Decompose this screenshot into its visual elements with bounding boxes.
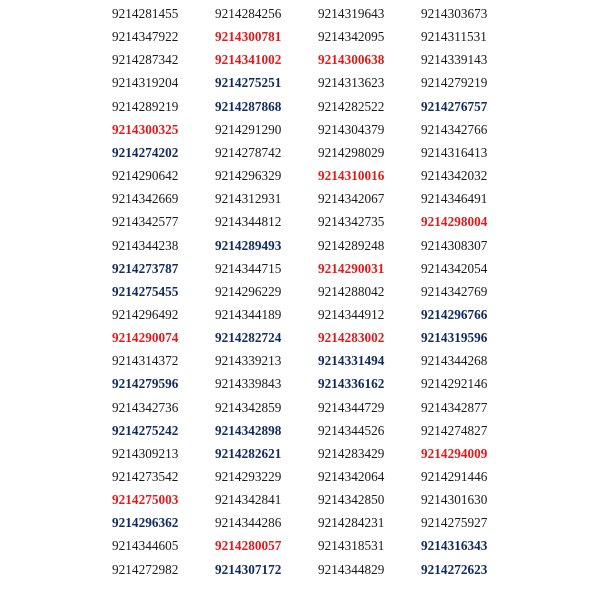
phone-number: 9214339143 (421, 52, 488, 68)
phone-number: 9214342735 (318, 214, 385, 230)
phone-number: 9214272982 (112, 561, 179, 577)
phone-number: 9214344912 (318, 306, 385, 322)
phone-number: 9214344829 (318, 561, 385, 577)
phone-number: 9214298004 (421, 214, 488, 230)
phone-number: 9214275251 (215, 75, 282, 91)
phone-number: 9214296362 (112, 515, 179, 531)
phone-number: 9214342877 (421, 399, 488, 415)
phone-number: 9214281455 (112, 6, 179, 21)
phone-number: 9214316413 (421, 144, 488, 160)
phone-number: 9214275455 (112, 283, 179, 299)
phone-number: 9214342095 (318, 29, 385, 45)
phone-number: 9214313623 (318, 75, 385, 91)
phone-number: 9214307172 (215, 561, 282, 577)
phone-number: 9214344238 (112, 237, 179, 253)
phone-number: 9214316343 (421, 538, 488, 554)
phone-number: 9214319596 (421, 330, 488, 346)
phone-number: 9214292146 (421, 376, 488, 392)
phone-number: 9214304379 (318, 121, 385, 137)
phone-number: 9214287342 (112, 52, 179, 68)
phone-number: 9214339213 (215, 353, 282, 369)
phone-number: 9214290642 (112, 168, 179, 184)
phone-number: 9214342841 (215, 492, 282, 508)
phone-number: 9214283002 (318, 330, 385, 346)
phone-number: 9214342898 (215, 422, 282, 438)
phone-number: 9214300638 (318, 52, 385, 68)
phone-number: 9214293229 (215, 469, 282, 484)
phone-number: 9214301630 (421, 492, 488, 508)
phone-number: 9214309213 (112, 445, 179, 461)
phone-number: 9214274827 (421, 422, 488, 438)
phone-number: 9214284256 (215, 6, 282, 21)
phone-number: 9214344605 (112, 538, 179, 554)
phone-number: 9214339843 (215, 376, 282, 392)
phone-number: 9214294009 (421, 445, 488, 461)
phone-number: 9214336162 (318, 376, 385, 392)
phone-number: 9214296766 (421, 306, 488, 322)
phone-number: 9214276757 (421, 98, 488, 114)
phone-number: 9214347922 (112, 29, 179, 45)
phone-number: 9214319204 (112, 75, 179, 91)
phone-number: 9214290031 (318, 260, 385, 276)
phone-number: 9214342032 (421, 168, 488, 184)
phone-number: 9214342067 (318, 191, 385, 207)
phone-number: 9214312931 (215, 191, 282, 207)
phone-number: 9214344189 (215, 306, 282, 322)
phone-number: 9214300325 (112, 121, 179, 137)
phone-number: 9214342054 (421, 260, 488, 276)
phone-number: 9214342669 (112, 191, 179, 207)
phone-number: 9214298029 (318, 144, 385, 160)
phone-number: 9214280057 (215, 538, 282, 554)
phone-number: 9214342577 (112, 214, 179, 230)
phone-number: 9214289493 (215, 237, 282, 253)
phone-number: 9214290074 (112, 330, 179, 346)
phone-number: 9214342064 (318, 469, 385, 484)
phone-number: 9214342736 (112, 399, 179, 415)
phone-number: 9214331494 (318, 353, 385, 369)
phone-number: 9214342859 (215, 399, 282, 415)
phone-number: 9214344286 (215, 515, 282, 531)
phone-number: 9214279596 (112, 376, 179, 392)
phone-number: 9214344715 (215, 260, 282, 276)
phone-number: 9214342766 (421, 121, 488, 137)
phone-number: 9214273787 (112, 260, 179, 276)
phone-number: 9214282621 (215, 445, 282, 461)
phone-number: 9214296492 (112, 306, 179, 322)
phone-number: 9214282724 (215, 330, 282, 346)
phone-number: 9214272623 (421, 561, 488, 577)
phone-number: 9214296229 (215, 283, 282, 299)
phone-number: 9214279219 (421, 75, 488, 91)
phone-number: 9214275003 (112, 492, 179, 508)
phone-number: 9214344812 (215, 214, 282, 230)
phone-number: 9214291446 (421, 469, 488, 484)
phone-number: 9214282522 (318, 98, 385, 114)
phone-number: 9214289248 (318, 237, 385, 253)
phone-number: 9214314372 (112, 353, 179, 369)
phone-number: 9214275242 (112, 422, 179, 438)
phone-number: 9214346491 (421, 191, 488, 207)
phone-number: 9214344526 (318, 422, 385, 438)
phone-number: 9214283429 (318, 445, 385, 461)
phone-number: 9214310016 (318, 168, 385, 184)
phone-number: 9214289219 (112, 98, 179, 114)
phone-number: 9214300781 (215, 29, 282, 45)
phone-number: 9214278742 (215, 144, 282, 160)
phone-number: 9214308307 (421, 237, 488, 253)
phone-number: 9214288042 (318, 283, 385, 299)
phone-number: 9214284231 (318, 515, 385, 531)
phone-number: 9214303673 (421, 6, 488, 21)
phone-number: 9214275927 (421, 515, 488, 531)
phone-number: 9214342850 (318, 492, 385, 508)
phone-number: 9214319643 (318, 6, 385, 21)
phone-number: 9214344268 (421, 353, 488, 369)
phone-number: 9214341002 (215, 52, 282, 68)
phone-number: 9214318531 (318, 538, 385, 554)
phone-number: 9214273542 (112, 469, 179, 484)
phone-number: 9214311531 (421, 29, 487, 45)
phone-number: 9214344729 (318, 399, 385, 415)
phone-number: 9214287868 (215, 98, 282, 114)
phone-number: 9214291290 (215, 121, 282, 137)
phone-number: 9214342769 (421, 283, 488, 299)
phone-number: 9214274202 (112, 144, 179, 160)
phone-number: 9214296329 (215, 168, 282, 184)
